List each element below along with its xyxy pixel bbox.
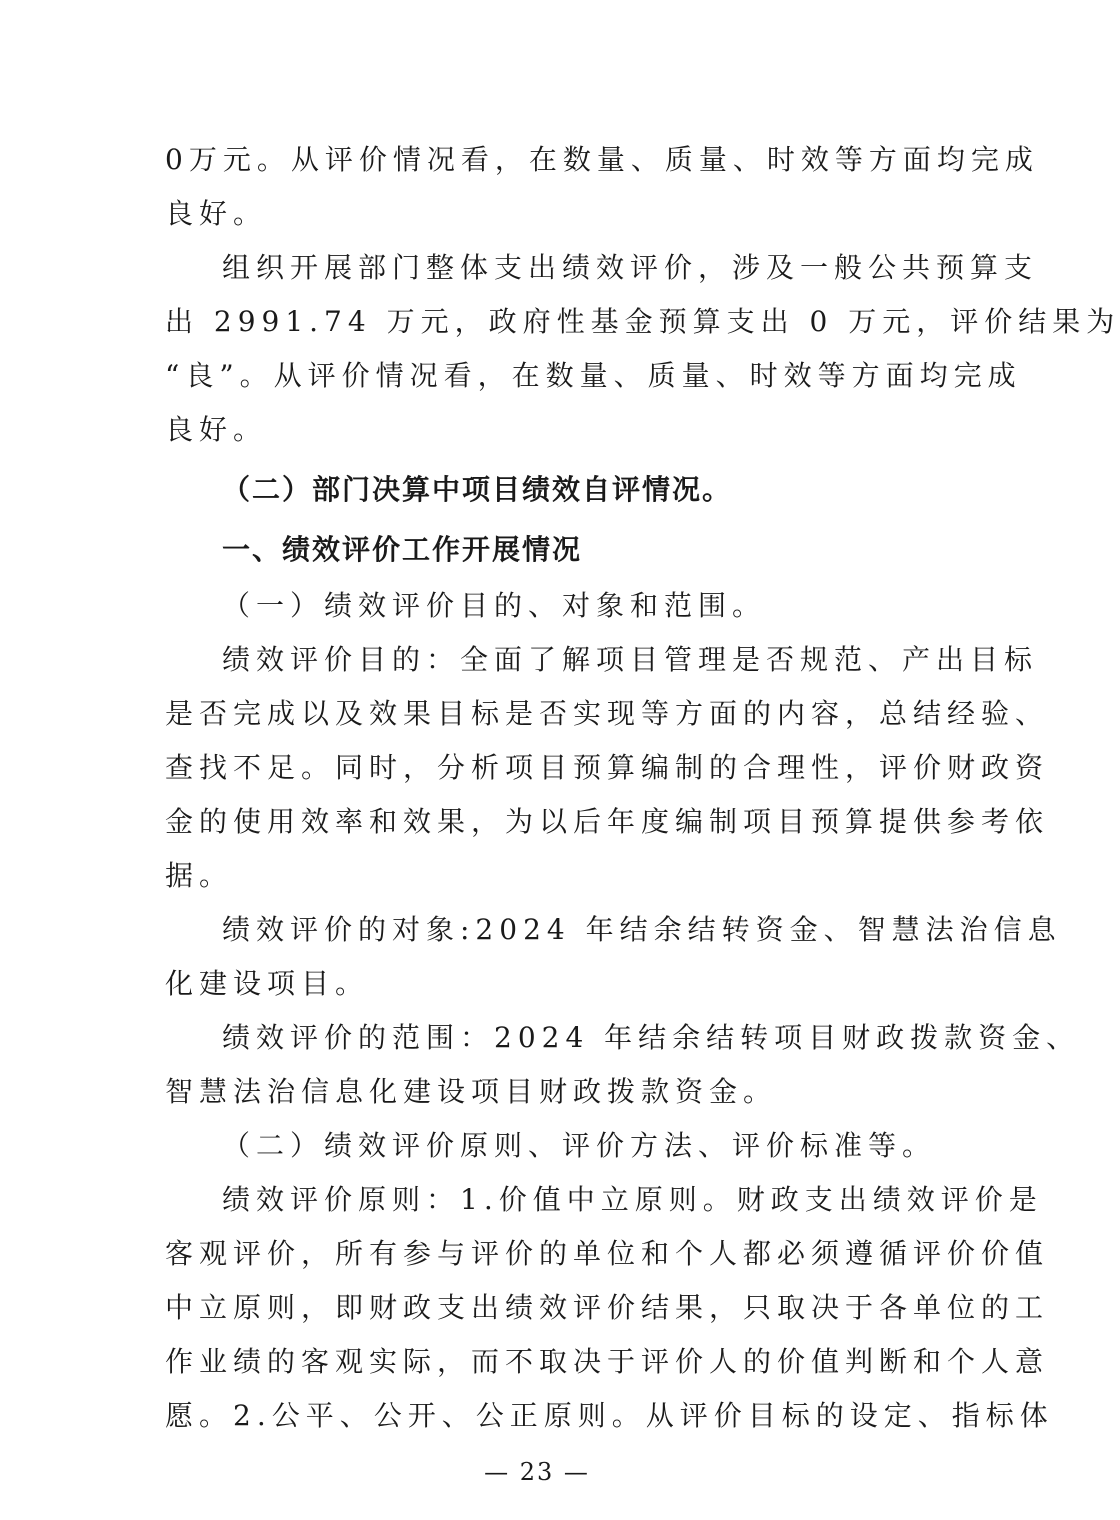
subsection-heading: （一）绩效评价目的、对象和范围。 [222,589,767,622]
body-line: 化建设项目。 [165,967,370,1000]
paragraph-start: 绩效评价目的：全面了解项目管理是否规范、产出目标 [222,643,1039,676]
body-line: “良”。从评价情况看，在数量、质量、时效等方面均完成 [165,359,1022,392]
body-line: 作业绩的客观实际，而不取决于评价人的价值判断和个人意 [165,1345,1050,1378]
body-line: 愿。2.公平、公开、公正原则。从评价目标的设定、指标体 [165,1399,1054,1432]
paragraph-start: 组织开展部门整体支出绩效评价，涉及一般公共预算支 [222,251,1039,284]
page-number: — 23 — [484,1458,590,1486]
chapter-heading: 一、绩效评价工作开展情况 [222,533,583,566]
section-heading: （二）部门决算中项目绩效自评情况。 [222,473,733,506]
body-line: 0万元。从评价情况看，在数量、质量、时效等方面均完成 [165,143,1039,176]
body-line: 良好。 [165,413,268,446]
paragraph-start: 绩效评价的对象:2024 年结余结转资金、智慧法治信息 [222,913,1062,946]
body-line: 智慧法治信息化建设项目财政拨款资金。 [165,1075,778,1108]
body-line: 据。 [165,859,234,892]
body-line: 客观评价，所有参与评价的单位和个人都必须遵循评价价值 [165,1237,1050,1270]
subsection-heading: （二）绩效评价原则、评价方法、评价标准等。 [222,1129,937,1162]
body-line: 金的使用效率和效果，为以后年度编制项目预算提供参考依 [165,805,1050,838]
body-line: 是否完成以及效果目标是否实现等方面的内容，总结经验、 [165,697,1050,730]
body-line: 查找不足。同时，分析项目预算编制的合理性，评价财政资 [165,751,1050,784]
body-line: 良好。 [165,197,268,230]
body-line: 出 2991.74 万元，政府性基金预算支出 0 万元，评价结果为 [165,305,1120,338]
paragraph-start: 绩效评价原则：1.价值中立原则。财政支出绩效评价是 [222,1183,1043,1216]
paragraph-start: 绩效评价的范围：2024 年结余结转项目财政拨款资金、 [222,1021,1081,1054]
body-line: 中立原则，即财政支出绩效评价结果，只取决于各单位的工 [165,1291,1050,1324]
